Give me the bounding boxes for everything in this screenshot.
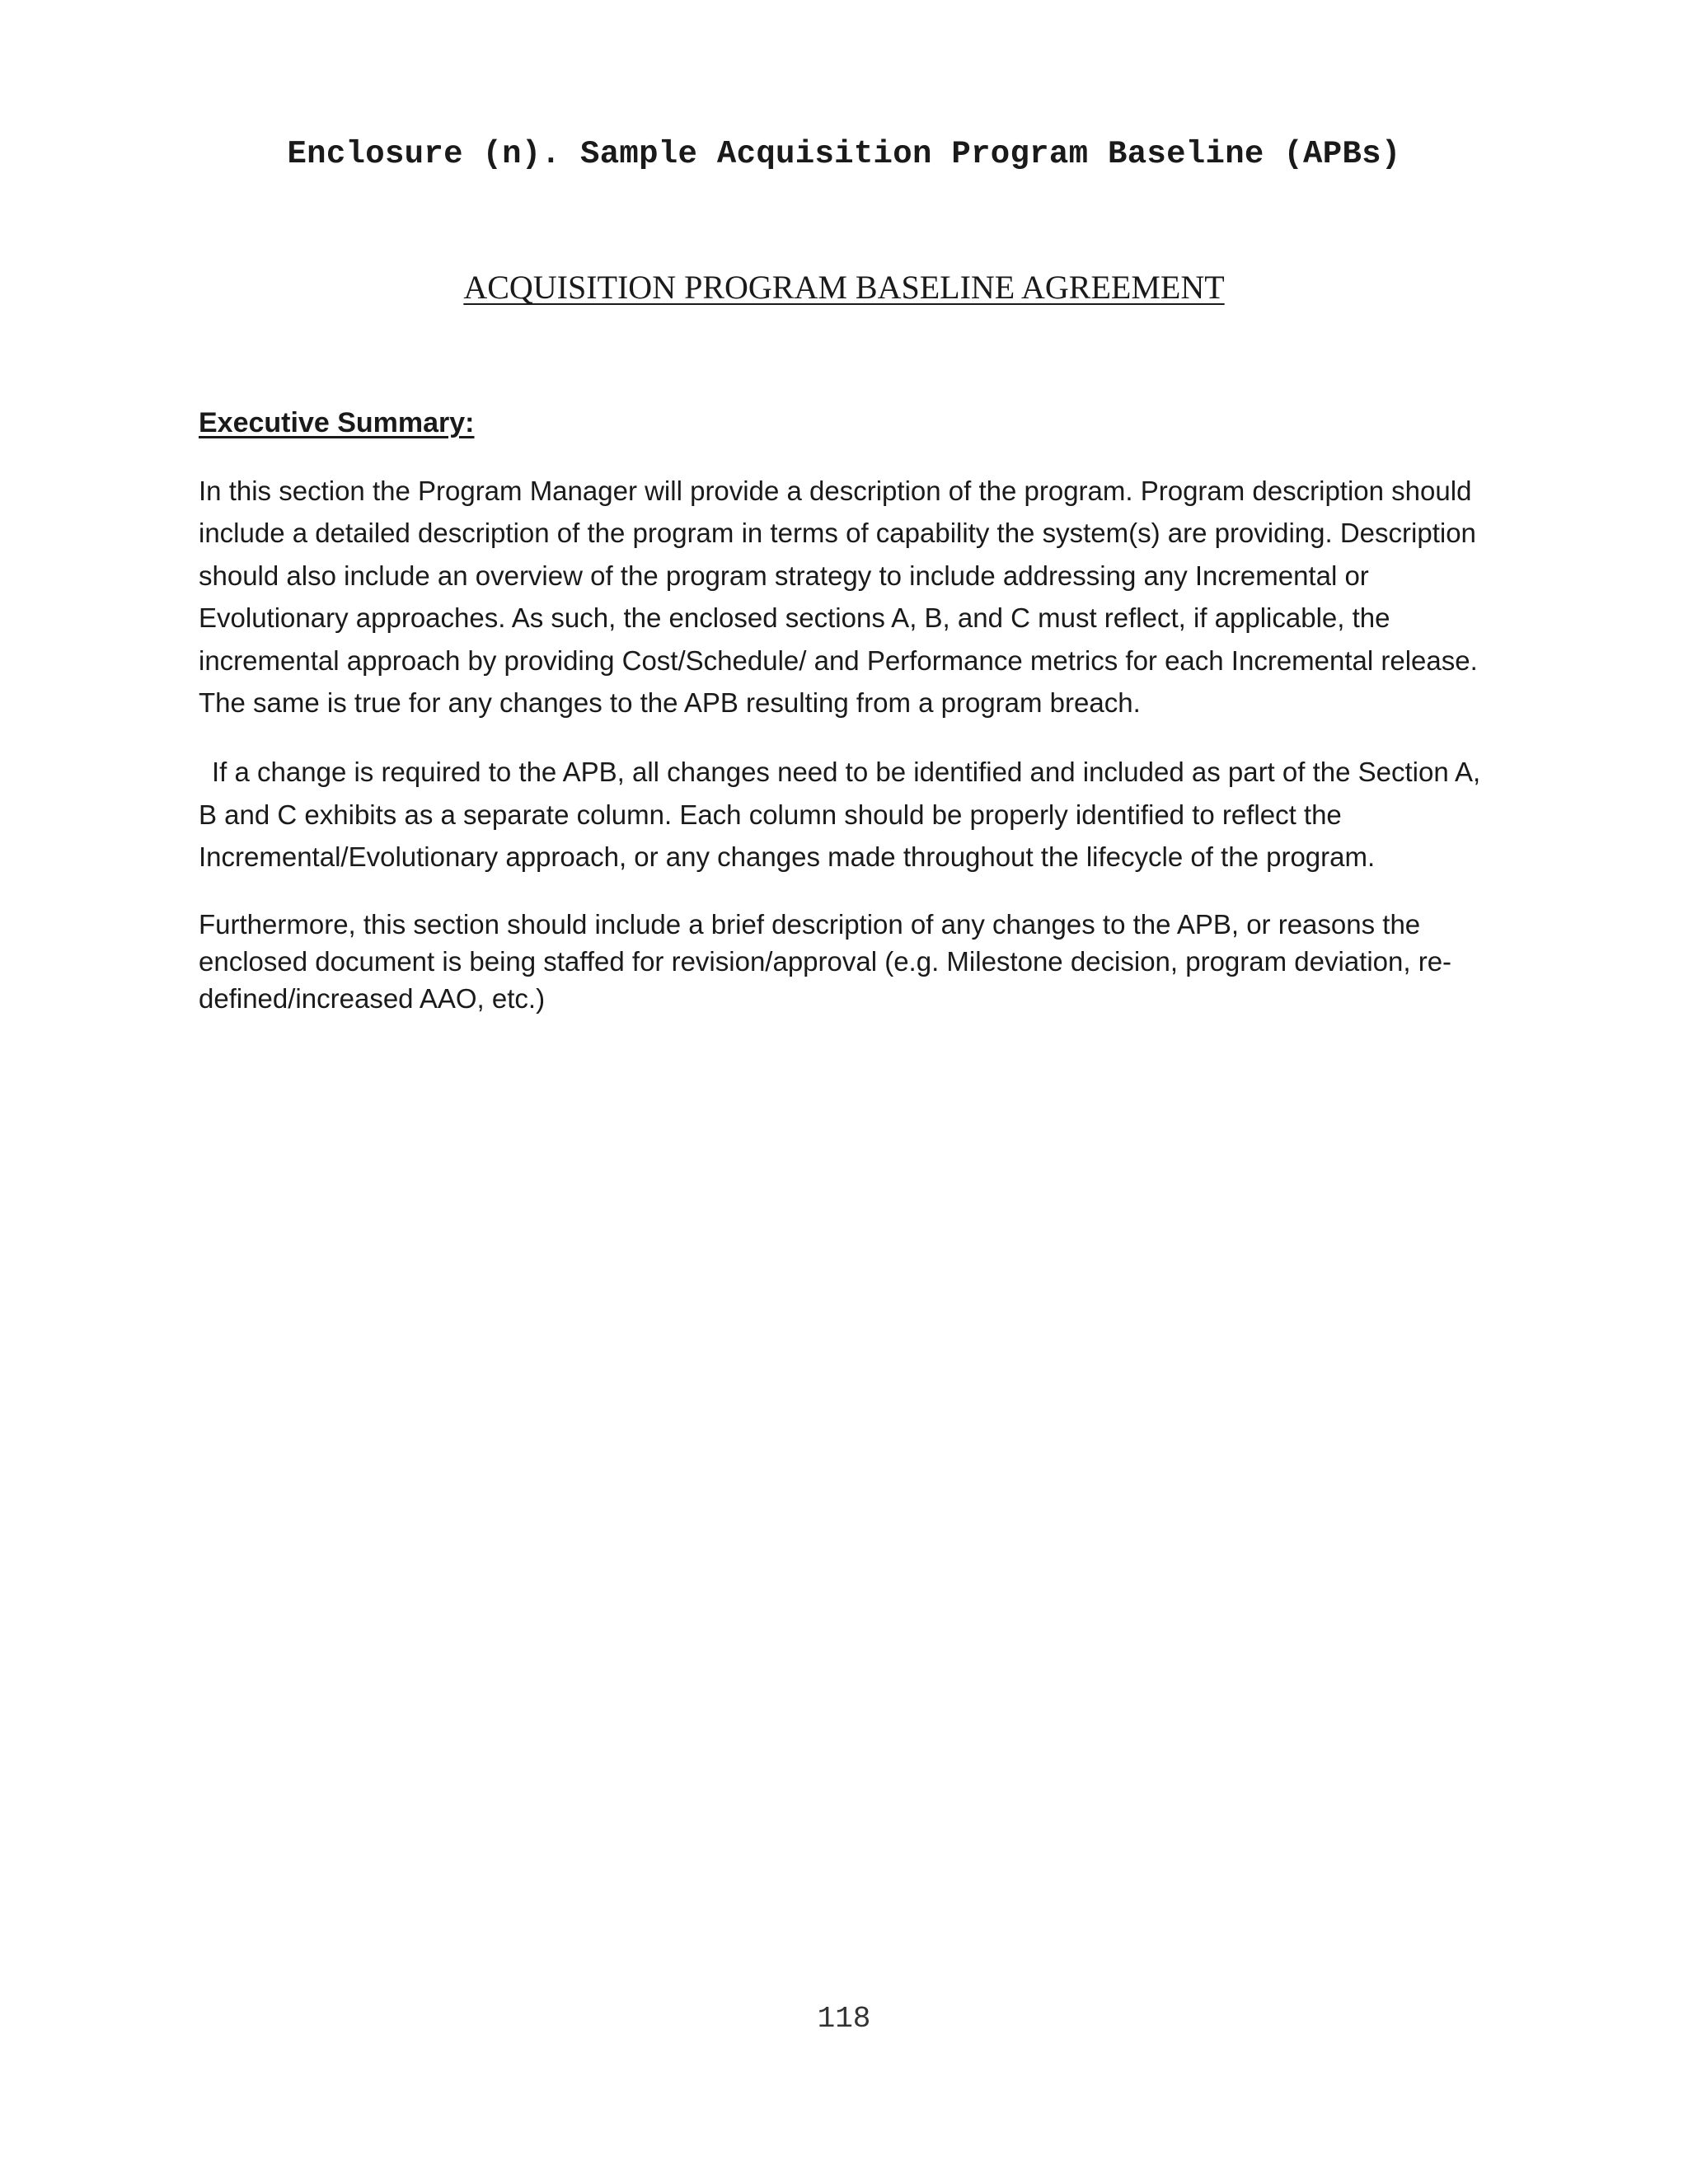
enclosure-title: Enclosure (n). Sample Acquisition Program Baseline (APBs) (287, 136, 1401, 172)
agreement-title: ACQUISITION PROGRAM BASELINE AGREEMENT (463, 269, 1225, 306)
summary-paragraph-1: In this section the Program Manager will provide a description of the program. Program description should include a detailed description of the program in terms of capability the system(s) are providing. Description should also include an overview of the program strategy to include addressing any Incremental or Evolutionary approaches. As such, the enclosed sections A, B, and C must reflect, if applicable, the incremental approach by providing Cost/Schedule/ and Performance metrics for each Incremental release. The same is true for any changes to the APB resulting from a program breach. (199, 476, 1478, 719)
summary-paragraph-2: If a change is required to the APB, all changes need to be identified and included as part of the Section A, B and C exhibits as a separate column. Each column should be properly identified to reflect the Incremental/Evolutionary approach, or any changes made throughout the lifecycle of the program. (199, 757, 1481, 873)
section-heading: Executive Summary: (199, 407, 475, 438)
executive-summary-section (199, 404, 1484, 1017)
page-number: 118 (817, 2002, 871, 2036)
summary-paragraph-3: Furthermore, this section should include a brief description of any changes to the APB, or reasons the enclosed document is being staffed for revision/approval (e.g. Milestone decision, program deviation, re-defined/increased AAO, etc.) (199, 908, 1452, 1014)
